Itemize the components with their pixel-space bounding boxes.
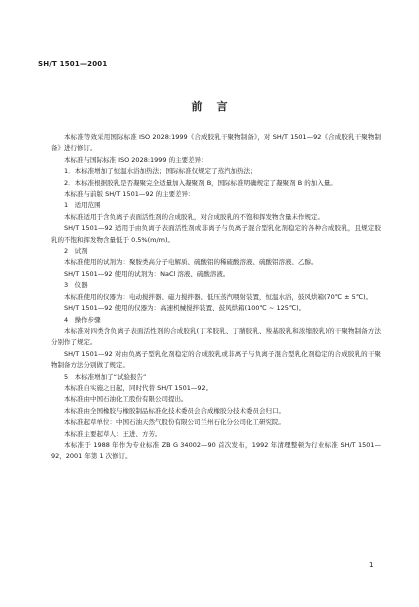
paragraph: 本标准由中国石油化工股份有限公司提出。	[64, 395, 188, 404]
section-heading: 3 仪器	[64, 281, 88, 290]
paragraph: SH/T 1501—92 使用的试剂为：NaCl 溶液、硫酸溶液。	[64, 269, 230, 278]
paragraph: SH/T 1501—92 适用于由负离子表面活性剂或非离子与负离子混合型乳化剂稳定的各种合成胶乳，且规定胶乳的不饱和挥发物含量低于 0.5%(m/m)。	[51, 224, 381, 244]
paragraph: 2．本标准根据胶乳是否凝聚完全适量加入凝聚剂 B，国际标准明确规定了凝聚剂 B 的加入量。	[64, 178, 337, 187]
paragraph: 本标准对四类含负离子表面活性剂的合成胶乳(丁苯胶乳、丁腈胶乳、羧基胶乳和浓缩胶乳)的干聚物制备方法分别作了规定。	[51, 326, 381, 347]
section-heading: 2 试剂	[64, 247, 88, 256]
paragraph: 本标准主要起草人：王进、方芳。	[64, 429, 162, 438]
section-heading: 1 适用范围	[64, 201, 101, 210]
standard-code-header: SH/T 1501—2001	[38, 60, 108, 68]
section-heading: 5 本标准增加了“试验报告”	[64, 372, 147, 381]
paragraph: 本标准适用于含负离子表面活性剂的合成胶乳，对合成胶乳的不饱和挥发物含量未作规定。	[64, 212, 324, 221]
paragraph: SH/T 1501—92 使用的仪器为：高速机械搅拌装置、鼓风烘箱(100℃ ~ 125℃)。	[64, 304, 306, 313]
paragraph: 本标准使用的试剂为：聚胺类高分子电解质、硫酸铝的稀硫酸溶液、硫酸铝溶液、乙醇。	[64, 258, 318, 267]
page-number: 1	[369, 561, 374, 569]
paragraph: 本标准与国际标准 ISO 2028:1999 的主要差异：	[64, 155, 208, 164]
paragraph: 本标准起草单位：中国石油天然气股份有限公司兰州石化分公司化工研究院。	[64, 418, 285, 427]
paragraph: 本标准由全国橡胶与橡胶制品标准化技术委员会合成橡胶分技术委员会归口。	[64, 406, 285, 415]
paragraph: 1．本标准增加了恒温水浴加热法；国际标准仅规定了蒸汽加热法；	[64, 167, 257, 176]
paragraph: 本标准于 1988 年作为专业标准 ZB G 34002—90 首次发布，1992 年清理整顿为行业标准 SH/T 1501—92，2001 年第 1 次修订。	[51, 440, 381, 461]
paragraph: 本标准等效采用国际标准 ISO 2028:1999《合成胶乳干聚物制备》，对 SH/T 1501—92《合成胶乳干聚物制备》进行修订。	[51, 133, 381, 153]
document-body	[51, 132, 381, 463]
paragraph: SH/T 1501—92 对由负离子型乳化剂稳定的合成胶乳或非离子与负离子混合型乳化剂稳定的合成胶乳的干聚物制备方法分别做了规定。	[51, 349, 381, 370]
paragraph: 本标准与前版 SH/T 1501—92 的主要差异：	[64, 190, 195, 199]
paragraph: 本标准使用的仪器为：电动搅拌器、磁力搅拌器、低压蒸汽喂射装置，恒温水浴，鼓风烘箱(70℃ ± 5℃)。	[64, 292, 373, 301]
paragraph: 本标准自实施之日起，同时代替 SH/T 1501—92。	[64, 383, 213, 392]
section-heading: 4 操作步骤	[64, 315, 101, 324]
page-title: 前言	[191, 100, 242, 113]
